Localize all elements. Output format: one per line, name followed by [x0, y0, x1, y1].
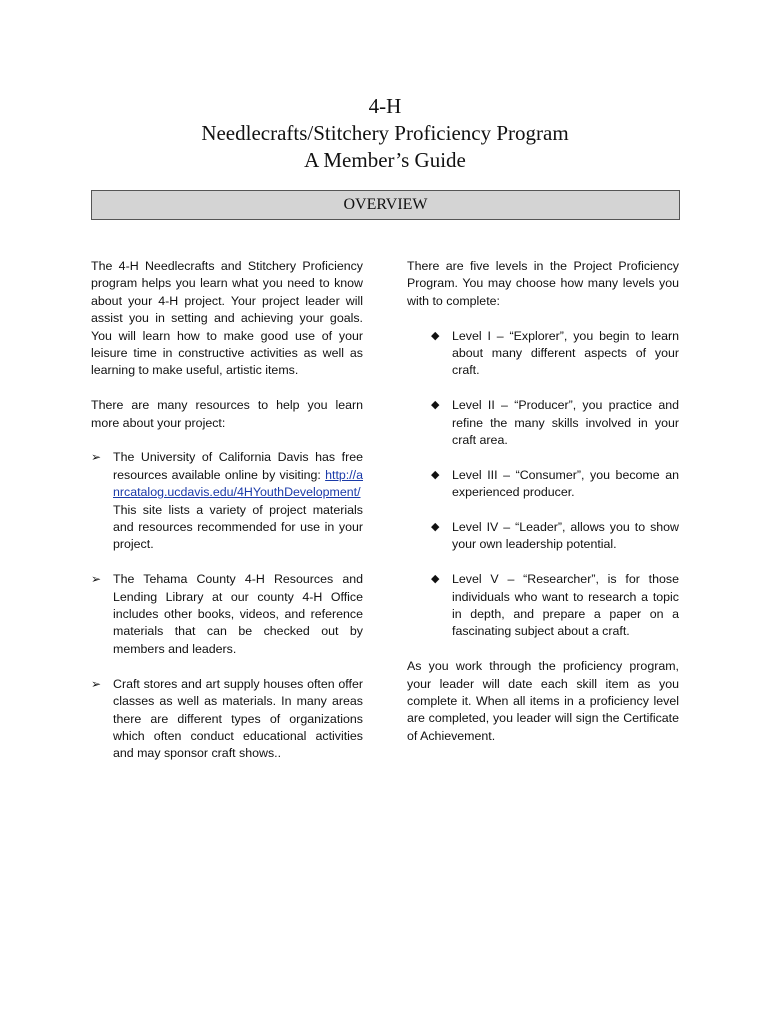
list-item [91, 449, 363, 553]
list-item [407, 328, 679, 380]
level-text: Level II – “Producer”, you practice and refine the many skills involved in your craft area. [452, 398, 679, 448]
diamond-bullet-icon: ◆ [431, 329, 440, 342]
anrcatalog-link[interactable]: http://anrcatalog.ucdavis.edu/4HYouthDevelopment/ [113, 467, 363, 500]
closing-paragraph: As you work through the proficiency program, your leader will date each skill item as you complete it. When all items in a proficiency level are completed, you leader will sign the Certificate of Achievement. [407, 659, 679, 743]
levels-intro: There are five levels in the Project Proficiency Program. You may choose how many levels you with to complete: [407, 259, 679, 308]
diamond-bullet-icon: ◆ [431, 468, 440, 481]
arrow-bullet-icon: ➢ [91, 450, 102, 465]
title-line-3: A Member’s Guide [304, 148, 466, 172]
level-text: Level I – “Explorer”, you begin to learn about many different aspects of your craft. [452, 328, 679, 378]
resource-text: The Tehama County 4-H Resources and Lending Library at our county 4-H Office includes other books, videos, and reference materials that can be checked out by members and leaders. [113, 572, 363, 656]
list-item [91, 571, 363, 658]
document-title [0, 93, 770, 174]
list-item [407, 467, 679, 502]
resource-text-b: This site lists a variety of project materials and resources recommended for use in your project. [113, 502, 363, 552]
resources-list [91, 449, 363, 762]
left-column [91, 258, 363, 780]
diamond-bullet-icon: ◆ [431, 521, 440, 534]
intro-paragraph: The 4-H Needlecrafts and Stitchery Proficiency program helps you learn what you need to know about your 4-H project. Your project leader will assist you in setting and achieving your goals. You will learn how to make good use of your leisure time in constructive activities as well as learning to make useful, artistic items. [91, 259, 363, 378]
level-text: Level III – “Consumer”, you become an experienced producer. [452, 467, 679, 500]
title-line-2: Needlecrafts/Stitchery Proficiency Program [201, 121, 569, 145]
list-item [407, 571, 679, 641]
title-line-1: 4-H [368, 94, 402, 118]
overview-banner: OVERVIEW [91, 190, 680, 220]
diamond-bullet-icon: ◆ [431, 573, 440, 586]
list-item [407, 397, 679, 449]
arrow-bullet-icon: ➢ [91, 676, 102, 691]
resource-text: Craft stores and art supply houses often offer classes as well as materials. In many areas there are different types of organizations which often conduct educational activities and may sponsor craft shows.. [113, 676, 363, 761]
right-column [407, 258, 679, 763]
level-text: Level V – “Researcher”, is for those individuals who want to research a topic in depth, and prepare a paper on a fascinating subject about a craft. [452, 572, 679, 639]
levels-list [407, 328, 679, 641]
resource-text-a: The University of California Davis has free resources available online by visiting: [113, 450, 363, 482]
list-item [91, 676, 363, 763]
list-item [407, 519, 679, 554]
diamond-bullet-icon: ◆ [431, 399, 440, 412]
level-text: Level IV – “Leader”, allows you to show your own leadership potential. [452, 520, 679, 552]
resources-intro: There are many resources to help you learn more about your project: [91, 398, 363, 430]
arrow-bullet-icon: ➢ [91, 572, 102, 587]
